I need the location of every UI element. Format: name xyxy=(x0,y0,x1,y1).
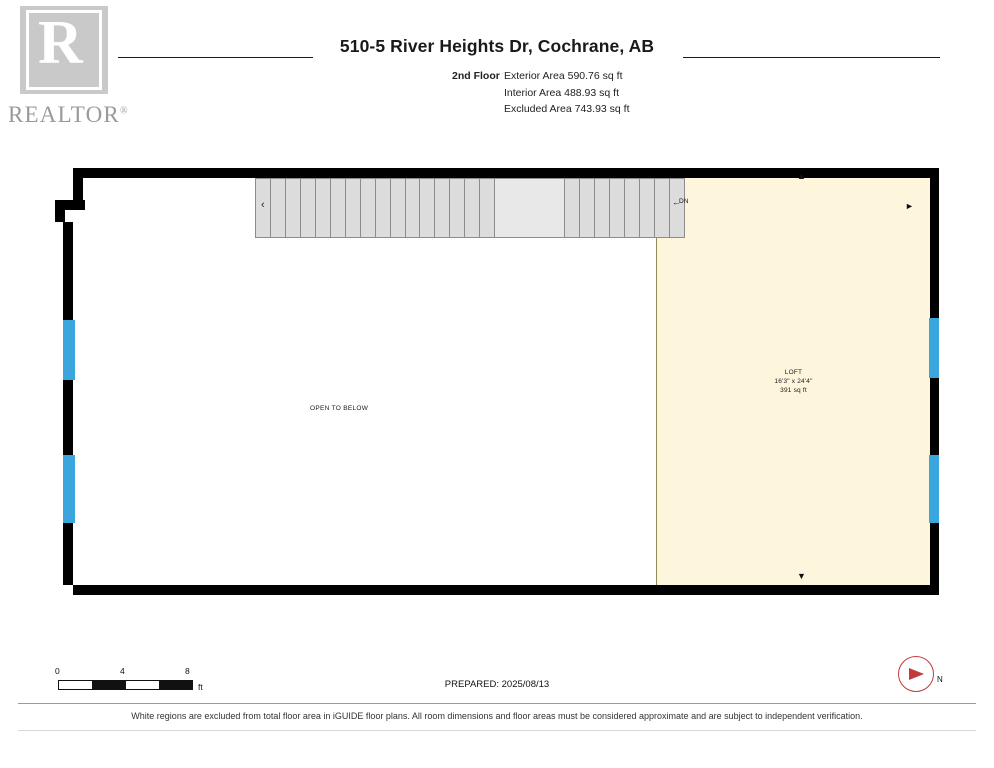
dimension-arrow-up-icon: ▲ xyxy=(797,171,806,181)
realtor-logo xyxy=(8,6,128,131)
stair-landing xyxy=(495,179,565,237)
stair-step xyxy=(450,179,465,237)
stair-step xyxy=(391,179,406,237)
title-rule-right xyxy=(683,57,940,58)
realtor-logo-letter: R xyxy=(38,9,83,77)
area-row-interior xyxy=(452,85,630,102)
compass-north-label: N xyxy=(937,675,943,684)
stair-step xyxy=(420,179,435,237)
realtor-logo-text xyxy=(8,102,129,128)
floor-label: 2nd Floor xyxy=(452,70,500,82)
stair-step xyxy=(670,179,684,237)
prepared-date: PREPARED: 2025/08/13 xyxy=(444,679,550,690)
stair-step xyxy=(376,179,391,237)
realtor-logo-wordmark: REALTOR xyxy=(8,102,120,127)
stair-step xyxy=(640,179,655,237)
page-bottom-border xyxy=(18,730,976,731)
area-row-exterior xyxy=(452,68,630,85)
stair-step xyxy=(271,179,286,237)
stair-step xyxy=(625,179,640,237)
footer-divider xyxy=(18,703,976,704)
stair-step xyxy=(565,179,580,237)
window-left-lower xyxy=(63,455,75,523)
window-right-upper xyxy=(929,318,939,378)
room-loft-area: 391 sq ft xyxy=(780,387,807,394)
stairs-down-arrow-icon: ← xyxy=(672,197,681,207)
room-loft-name: LOFT xyxy=(784,369,803,376)
stair-step xyxy=(286,179,301,237)
scale-tick-0: 0 xyxy=(55,666,60,676)
room-loft-dimensions: 16'3" x 24'4" xyxy=(774,378,813,385)
stair-step xyxy=(406,179,421,237)
stair-step xyxy=(465,179,480,237)
area-interior: Interior Area 488.93 sq ft xyxy=(504,86,619,99)
stair-step xyxy=(301,179,316,237)
stair-step xyxy=(655,179,670,237)
window-right-lower xyxy=(929,455,939,523)
stair-step xyxy=(480,179,495,237)
stairs-direction-arrow-icon: ‹ xyxy=(261,199,265,211)
disclaimer-text: White regions are excluded from total floor area in iGUIDE floor plans. All room dimensions and floor areas must be considered approximate and are subject to independent verification. xyxy=(131,711,863,721)
compass-needle-icon xyxy=(909,668,924,680)
dimension-arrow-down-icon: ▼ xyxy=(797,571,806,581)
room-loft xyxy=(656,178,930,585)
scale-unit-label: ft xyxy=(198,682,203,692)
realtor-logo-registered: ® xyxy=(119,105,129,117)
scale-tick-8: 8 xyxy=(185,666,190,676)
stair-step xyxy=(331,179,346,237)
stair-step xyxy=(580,179,595,237)
staircase xyxy=(255,178,685,238)
title-rule-left xyxy=(118,57,313,58)
area-summary xyxy=(452,68,630,118)
floor-plan xyxy=(55,160,939,595)
open-to-below-label: OPEN TO BELOW xyxy=(310,405,369,412)
interior-left-strip xyxy=(73,220,85,585)
stairs-down-label: DN xyxy=(679,198,689,205)
stair-step xyxy=(595,179,610,237)
dimension-arrow-right-icon: ► xyxy=(905,201,914,211)
room-loft-label xyxy=(657,368,930,395)
stair-step xyxy=(346,179,361,237)
stair-step xyxy=(435,179,450,237)
scale-tick-4: 4 xyxy=(120,666,125,676)
stair-step xyxy=(610,179,625,237)
area-excluded: Excluded Area 743.93 sq ft xyxy=(504,103,630,115)
window-left-upper xyxy=(63,320,75,380)
area-exterior: Exterior Area 590.76 sq ft xyxy=(504,70,623,82)
area-row-excluded xyxy=(452,101,630,118)
page-title: 510-5 River Heights Dr, Cochrane, AB xyxy=(339,36,655,56)
stair-step xyxy=(361,179,376,237)
stair-step xyxy=(316,179,331,237)
compass-rose xyxy=(898,656,950,696)
